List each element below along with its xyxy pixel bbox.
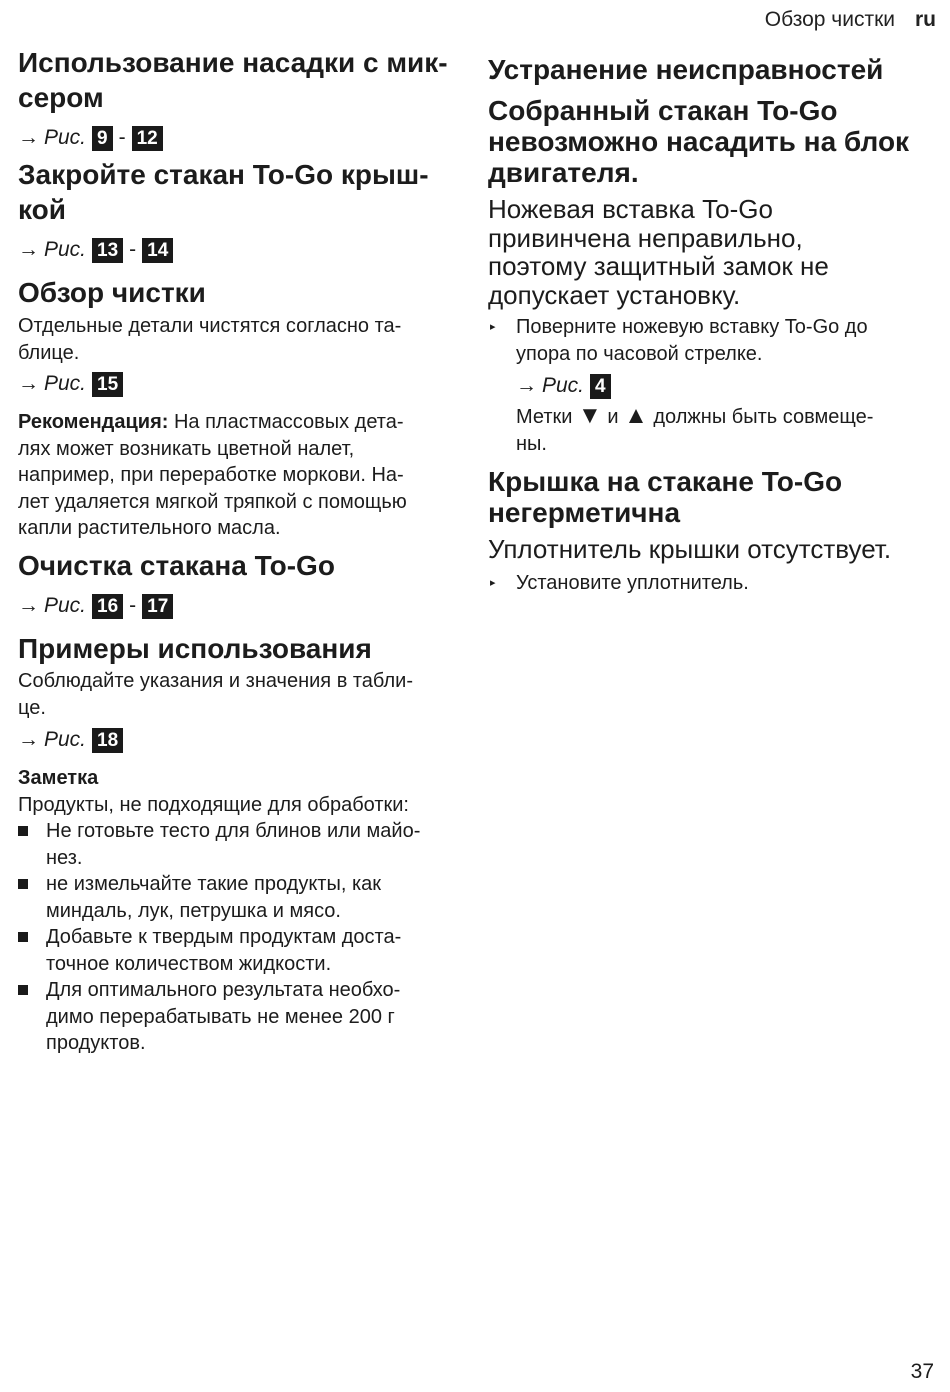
header-language: ru xyxy=(915,8,936,31)
figure-badge: 15 xyxy=(92,372,123,397)
note-intro: Продукты, не подходящие для обработки: xyxy=(18,794,409,816)
list-item: Добавьте к твердым продуктам доста- точное количеством жидкости. xyxy=(18,924,463,977)
bullet-square-icon xyxy=(18,932,28,942)
page-number: 37 xyxy=(910,1360,934,1383)
figure-reference: → Рис. 13 - 14 xyxy=(18,236,173,264)
step-triangle-icon: ▸ xyxy=(490,321,496,333)
alignment-marks-text: Метки ▼ и ▲ должны быть совмеще- ны. xyxy=(516,402,874,455)
figure-reference: → Рис. 18 xyxy=(18,726,123,754)
unsuitable-products-list xyxy=(18,818,463,1057)
section-title-troubleshooting: Устранение неисправностей xyxy=(488,54,884,85)
bullet-square-icon xyxy=(18,826,28,836)
note-title: Заметка xyxy=(18,767,99,789)
up-triangle-mark-icon: ▲ xyxy=(624,402,648,429)
running-header xyxy=(765,8,936,32)
body-text: Соблюдайте указания и значения в табли- це. xyxy=(18,670,413,719)
list-item: не измельчайте такие продукты, как миндаль, лук, петрушка и мясо. xyxy=(18,871,463,924)
figure-badge: 18 xyxy=(92,728,123,753)
recommendation-label: Рекомендация: xyxy=(18,411,169,433)
body-text: Отдельные детали чистятся согласно та- блице. xyxy=(18,315,402,364)
recommendation-text: Рекомендация: На пластмассовых дета- лях может возникать цветной налет, например, при переработке моркови. На- лет удаляется мягкой тряпкой с помощью капли растительного масла. xyxy=(18,411,407,539)
section-title-cleaning-overview: Обзор чистки xyxy=(18,277,206,308)
figure-badge: 9 xyxy=(92,126,113,151)
down-triangle-mark-icon: ▼ xyxy=(578,402,602,429)
figure-reference: → Рис. 15 xyxy=(18,370,123,398)
list-item: Для оптимального результата необхо- димо перерабатывать не менее 200 г продуктов. xyxy=(18,977,463,1057)
figure-badge: 16 xyxy=(92,594,123,619)
remedy-steps xyxy=(488,570,938,597)
figure-reference: → Рис. 16 - 17 xyxy=(18,592,173,620)
problem-cause: Ножевая вставка To-Go привинчена неправильно, поэтому защитный замок не допускает установку. xyxy=(488,194,829,310)
problem-cause: Уплотнитель крышки отсутствует. xyxy=(488,534,892,564)
figure-badge: 12 xyxy=(132,126,163,151)
figure-badge: 4 xyxy=(590,374,611,399)
list-item: ▸ Установите уплотнитель. xyxy=(490,572,749,594)
problem-title-cannot-attach: Собранный стакан To-Go невозможно насадить на блок двигателя. xyxy=(488,95,910,188)
section-title-usage-examples: Примеры использования xyxy=(18,633,372,664)
bullet-square-icon xyxy=(18,985,28,995)
list-item: Не готовьте тесто для блинов или майо- нез. xyxy=(18,818,463,871)
figure-badge: 13 xyxy=(92,238,123,263)
header-section-title: Обзор чистки xyxy=(764,8,895,31)
figure-badge: 14 xyxy=(142,238,173,263)
figure-reference: → Рис. 4 xyxy=(516,372,611,400)
problem-title-lid-leaks: Крышка на стакане To-Go негерметична xyxy=(488,466,843,528)
step-triangle-icon: ▸ xyxy=(490,577,496,589)
list-item: ▸ Поверните ножевую вставку To-Go до упора по часовой стрелке. xyxy=(490,316,868,365)
section-title-cleaning-cup: Очистка стакана To-Go xyxy=(18,550,335,581)
section-title-close-cup: Закройте стакан To-Go крыш- кой xyxy=(18,159,429,225)
figure-badge: 17 xyxy=(142,594,173,619)
bullet-square-icon xyxy=(18,879,28,889)
remedy-steps xyxy=(488,314,938,367)
section-title-mixer-attachment: Использование насадки с мик- сером xyxy=(18,47,448,113)
figure-reference: → Рис. 9 - 12 xyxy=(18,124,163,152)
